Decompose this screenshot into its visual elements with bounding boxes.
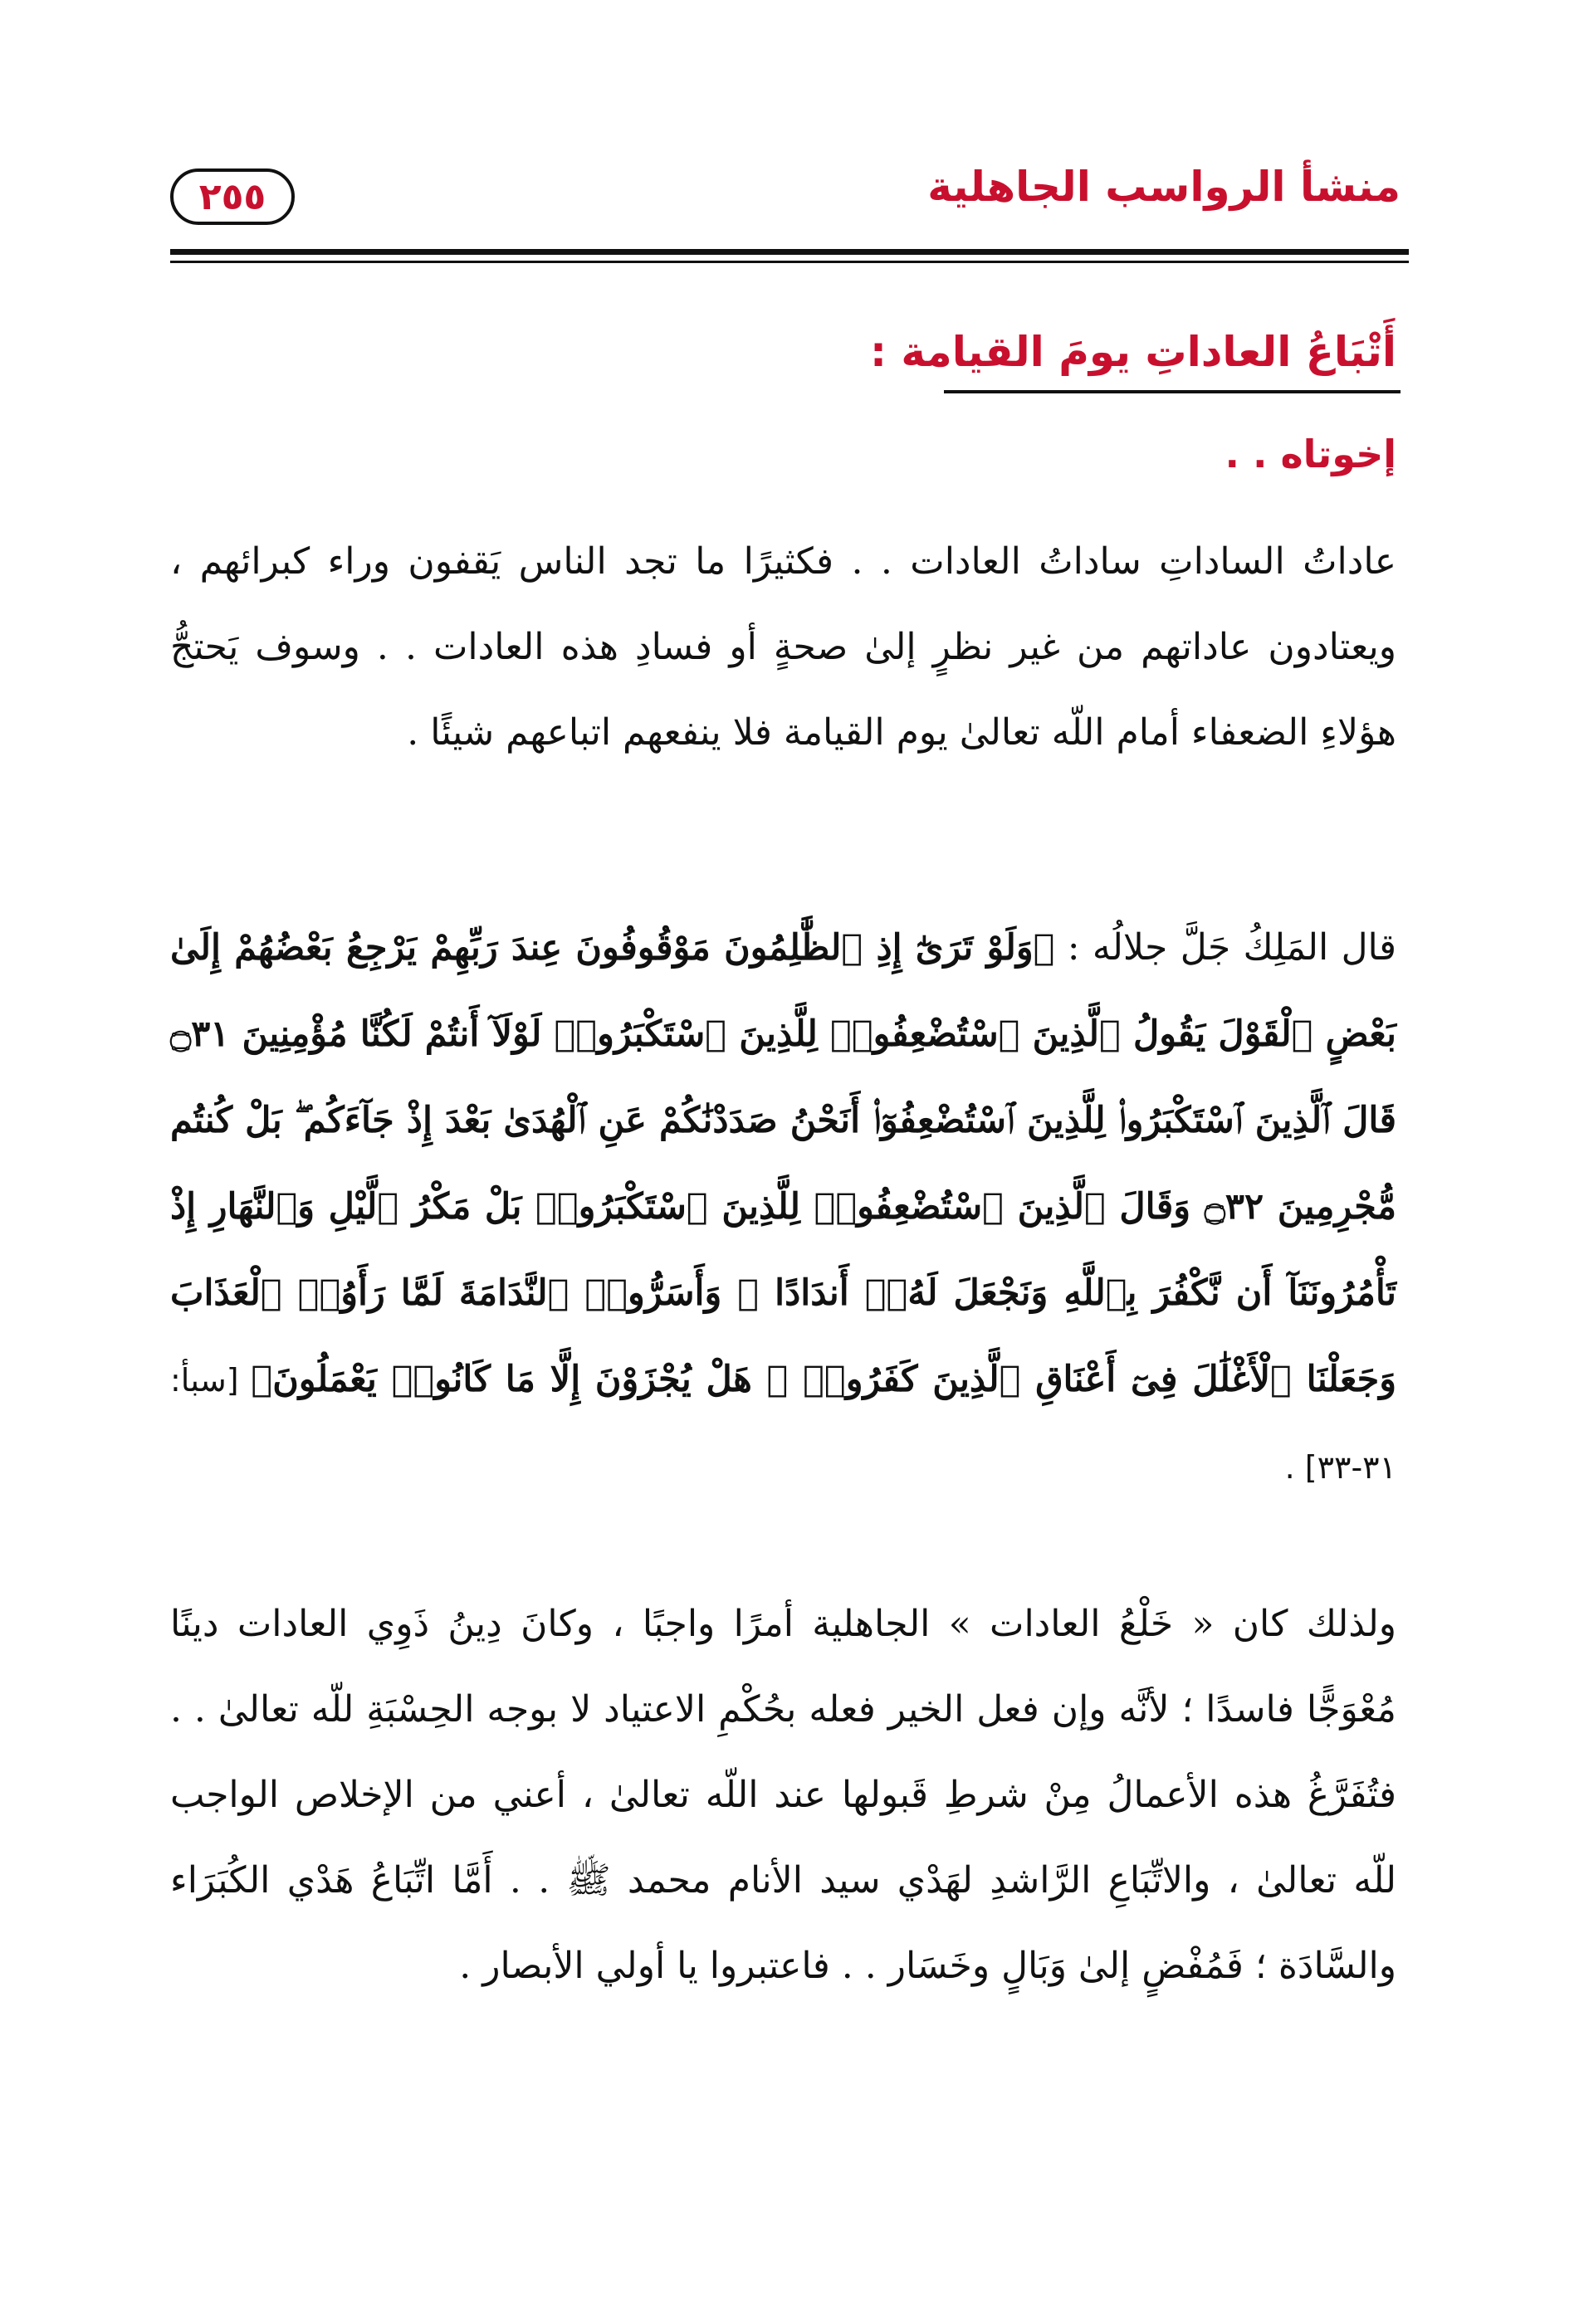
subheading: إخوتاه . .: [1225, 432, 1396, 476]
section-heading-underline: [944, 390, 1401, 393]
paragraph-1: [170, 519, 1396, 775]
verse-reference: [سبأ: ٣١-٣٣] .: [170, 1362, 1396, 1486]
header-rule-thin: [170, 261, 1409, 263]
quote-intro: قال المَلِكُ جَلَّ جلالُه :: [1054, 926, 1396, 969]
paragraph-1-text: عاداتُ الساداتِ ساداتُ العادات . . فكثيرًا ما تجد الناس يَقفون وراء كبرائهم ، ويعتادون عاداتهم من غير نظرٍ إلىٰ صحةٍ أو فسادِ هذه العادات . . وسوف يَحتجُّ هؤلاءِ الضعفاء أمام اللّه تعالىٰ يوم القيامة فلا ينفعهم اتباعهم شيئًا .: [170, 540, 1396, 754]
page-number-badge: [170, 168, 295, 225]
paragraph-3: [170, 1581, 1396, 2009]
paragraph-3-text: ولذلك كان « خَلْعُ العادات » الجاهلية أمرًا واجبًا ، وكانَ دِينُ ذَوِي العادات دينًا مُعْوَجًّا فاسدًا ؛ لأنَّه وإن فعل الخير فعله بحُكْمِ الاعتياد لا بوجه الحِسْبَةِ للّه تعالىٰ . . فتُفَرَّغُ هذه الأعمالُ مِنْ شرطِ قَبولها عند اللّه تعالىٰ ، أعني من الإخلاص الواجب للّه تعالىٰ ، والاتِّبَاعِ الرَّاشدِ لهَدْي سيد الأنام محمد ﷺ . . أَمَّا اتِّبَاعُ هَدْي الكُبَرَاء والسَّادَة ؛ فَمُفْضٍ إلىٰ وَبَالٍ وخَسَار . . فاعتبروا يا أولي الأبصار .: [170, 1603, 1396, 1987]
running-header-title: منشأ الرواسب الجاهلية: [927, 163, 1401, 211]
section-heading: أَتْبَاعُ العاداتِ يومَ القيامة :: [870, 328, 1396, 376]
quran-verse: ﴿وَلَوْ تَرَىٰٓ إِذِ ٱلظَّٰلِمُونَ مَوْقُوفُونَ عِندَ رَبِّهِمْ يَرْجِعُ بَعْضُهُمْ إِلَىٰ بَعْضٍ ٱلْقَوْلَ يَقُولُ ٱلَّذِينَ ٱسْتُضْعِفُوا۟ لِلَّذِينَ ٱسْتَكْبَرُوا۟ لَوْلَآ أَنتُمْ لَكُنَّا مُؤْمِنِينَ ۝٣١ قَالَ ٱلَّذِينَ ٱسْتَكْبَرُوا۟ لِلَّذِينَ ٱسْتُضْعِفُوٓا۟ أَنَحْنُ صَدَدْنَٰكُمْ عَنِ ٱلْهُدَىٰ بَعْدَ إِذْ جَآءَكُم ۖ بَلْ كُنتُم مُّجْرِمِينَ ۝٣٢ وَقَالَ ٱلَّذِينَ ٱسْتُضْعِفُوا۟ لِلَّذِينَ ٱسْتَكْبَرُوا۟ بَلْ مَكْرُ ٱلَّيْلِ وَٱلنَّهَارِ إِذْ تَأْمُرُونَنَآ أَن نَّكْفُرَ بِٱللَّهِ وَنَجْعَلَ لَهُۥٓ أَندَادًا ۚ وَأَسَرُّوا۟ ٱلنَّدَامَةَ لَمَّا رَأَوُا۟ ٱلْعَذَابَ وَجَعَلْنَا ٱلْأَغْلَٰلَ فِىٓ أَعْنَاقِ ٱلَّذِينَ كَفَرُوا۟ ۚ هَلْ يُجْزَوْنَ إِلَّا مَا كَانُوا۟ يَعْمَلُونَ﴾: [170, 927, 1397, 1400]
paragraph-2-text: [170, 905, 1396, 1511]
paragraph-2: [170, 905, 1396, 1511]
header-rule-thick: [170, 249, 1409, 255]
page-number: ٢٥٥: [198, 175, 266, 218]
